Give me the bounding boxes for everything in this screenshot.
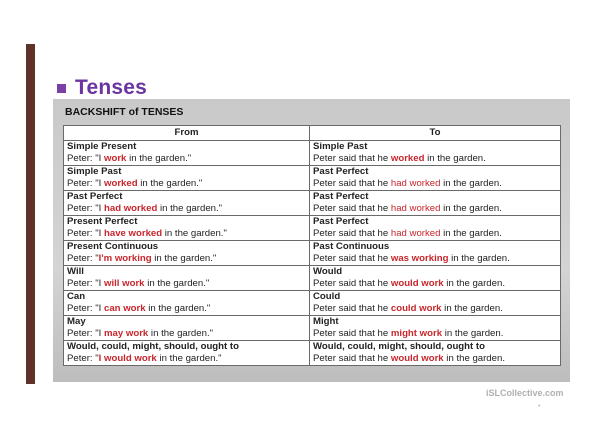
highlighted-verb: work	[104, 153, 127, 164]
highlighted-verb: had worked	[390, 203, 441, 214]
to-example-sentence	[313, 153, 557, 165]
example-text: in the garden."	[151, 253, 217, 264]
example-text: Peter said that he	[313, 253, 391, 264]
from-cell	[64, 341, 310, 366]
to-cell	[310, 141, 561, 166]
example-text: in the garden."	[156, 353, 222, 364]
to-tense-name: Could	[313, 291, 341, 302]
example-text: Peter: "I	[67, 203, 104, 214]
to-cell	[310, 266, 561, 291]
square-bullet-icon	[57, 84, 66, 93]
to-tense-name: Past Perfect	[313, 166, 369, 177]
to-tense-name: Past Perfect	[313, 216, 369, 227]
table-row	[64, 316, 561, 341]
to-example-sentence	[313, 353, 557, 365]
example-text: Peter: "I	[67, 278, 104, 289]
example-text: in the garden."	[145, 303, 211, 314]
example-text: in the garden.	[443, 278, 505, 289]
from-example-sentence	[67, 153, 306, 165]
highlighted-verb: had worked	[104, 203, 158, 214]
from-tense-name: Present Continuous	[67, 241, 159, 252]
highlighted-verb: worked	[104, 178, 138, 189]
example-text: Peter: "I	[67, 228, 104, 239]
highlighted-verb: will work	[104, 278, 145, 289]
to-cell	[310, 191, 561, 216]
corner-mark: •	[538, 403, 541, 410]
example-text: Peter: "I	[67, 178, 104, 189]
example-text: Peter said that he	[313, 228, 391, 239]
highlighted-verb: would work	[390, 353, 444, 364]
highlighted-verb: have worked	[104, 228, 163, 239]
slide-side-bar	[26, 44, 35, 384]
from-tense-name: Would, could, might, should, ought to	[67, 341, 239, 352]
from-example-sentence	[67, 303, 306, 315]
example-text: in the garden."	[162, 228, 227, 239]
example-text: Peter said that he	[313, 203, 391, 214]
example-text: Peter said that he	[313, 178, 391, 189]
table-row	[64, 166, 561, 191]
to-tense-name: Past Perfect	[313, 191, 369, 202]
from-tense-name: May	[67, 316, 86, 327]
example-text: in the garden."	[137, 178, 203, 189]
slide-heading	[57, 75, 147, 101]
from-tense-name: Simple Present	[67, 141, 137, 152]
example-text: in the garden."	[144, 278, 210, 289]
highlighted-verb: would work	[390, 278, 444, 289]
table-header-row	[64, 126, 561, 141]
slide-title: Tenses	[75, 76, 148, 99]
to-tense-name: Would, could, might, should, ought to	[313, 341, 485, 352]
to-example-sentence	[313, 203, 557, 215]
example-text: in the garden.	[424, 153, 486, 164]
highlighted-verb: I'm working	[98, 253, 152, 264]
to-cell	[310, 166, 561, 191]
example-text: Peter: "I	[67, 153, 104, 164]
example-text: in the garden."	[126, 153, 192, 164]
example-text: Peter said that he	[313, 303, 391, 314]
table-row	[64, 266, 561, 291]
highlighted-verb: worked	[390, 153, 425, 164]
to-example-sentence	[313, 253, 557, 265]
example-text: Peter: "	[67, 253, 99, 264]
highlighted-verb: could work	[390, 303, 442, 314]
highlighted-verb: may work	[104, 328, 149, 339]
panel-title: BACKSHIFT of TENSES	[65, 106, 184, 118]
table-row	[64, 191, 561, 216]
to-example-sentence	[313, 328, 557, 340]
from-example-sentence	[67, 228, 306, 240]
highlighted-verb: might work	[390, 328, 443, 339]
to-example-sentence	[313, 228, 557, 240]
example-text: in the garden."	[148, 328, 214, 339]
to-tense-name: Simple Past	[313, 141, 368, 152]
from-cell	[64, 166, 310, 191]
from-tense-name: Past Perfect	[67, 191, 123, 202]
example-text: in the garden.	[440, 178, 502, 189]
to-cell	[310, 291, 561, 316]
table-row	[64, 341, 561, 366]
example-text: Peter said that he	[313, 328, 391, 339]
example-text: Peter: "I	[67, 303, 104, 314]
to-cell	[310, 216, 561, 241]
example-text: Peter: "I	[67, 328, 104, 339]
to-example-sentence	[313, 178, 557, 190]
from-example-sentence	[67, 178, 306, 190]
example-text: Peter said that he	[313, 278, 391, 289]
from-example-sentence	[67, 278, 306, 290]
to-cell	[310, 316, 561, 341]
backshift-table	[63, 125, 561, 366]
column-header-from: From	[64, 126, 310, 141]
example-text: in the garden.	[440, 203, 502, 214]
example-text: in the garden.	[441, 303, 503, 314]
example-text: in the garden.	[448, 253, 510, 264]
from-example-sentence	[67, 253, 306, 265]
to-example-sentence	[313, 278, 557, 290]
from-tense-name: Can	[67, 291, 86, 302]
example-text: in the garden.	[443, 353, 505, 364]
example-text: Peter said that he	[313, 353, 391, 364]
to-example-sentence	[313, 303, 557, 315]
table-body	[64, 141, 561, 366]
example-text: Peter said that he	[313, 153, 391, 164]
to-tense-name: Might	[313, 316, 339, 327]
from-cell	[64, 291, 310, 316]
watermark: iSLCollective.com	[486, 388, 564, 398]
from-example-sentence	[67, 328, 306, 340]
from-tense-name: Will	[67, 266, 84, 277]
table-row	[64, 216, 561, 241]
from-tense-name: Simple Past	[67, 166, 122, 177]
to-cell	[310, 241, 561, 266]
from-cell	[64, 191, 310, 216]
column-header-to: To	[310, 126, 561, 141]
highlighted-verb: had worked	[390, 178, 441, 189]
table-row	[64, 141, 561, 166]
example-text: in the garden.	[440, 228, 502, 239]
from-cell	[64, 241, 310, 266]
highlighted-verb: can work	[104, 303, 146, 314]
example-text: in the garden."	[157, 203, 223, 214]
table-row	[64, 241, 561, 266]
to-cell	[310, 341, 561, 366]
to-tense-name: Would	[313, 266, 343, 277]
to-tense-name: Past Continuous	[313, 241, 390, 252]
from-tense-name: Present Perfect	[67, 216, 138, 227]
example-text: Peter: "	[67, 353, 99, 364]
from-example-sentence	[67, 353, 306, 365]
from-cell	[64, 141, 310, 166]
example-text: in the garden.	[442, 328, 504, 339]
from-cell	[64, 316, 310, 341]
highlighted-verb: I would work	[98, 353, 157, 364]
from-cell	[64, 266, 310, 291]
from-example-sentence	[67, 203, 306, 215]
highlighted-verb: was working	[390, 253, 449, 264]
from-cell	[64, 216, 310, 241]
highlighted-verb: had worked	[390, 228, 441, 239]
table-row	[64, 291, 561, 316]
table-panel	[53, 99, 570, 382]
